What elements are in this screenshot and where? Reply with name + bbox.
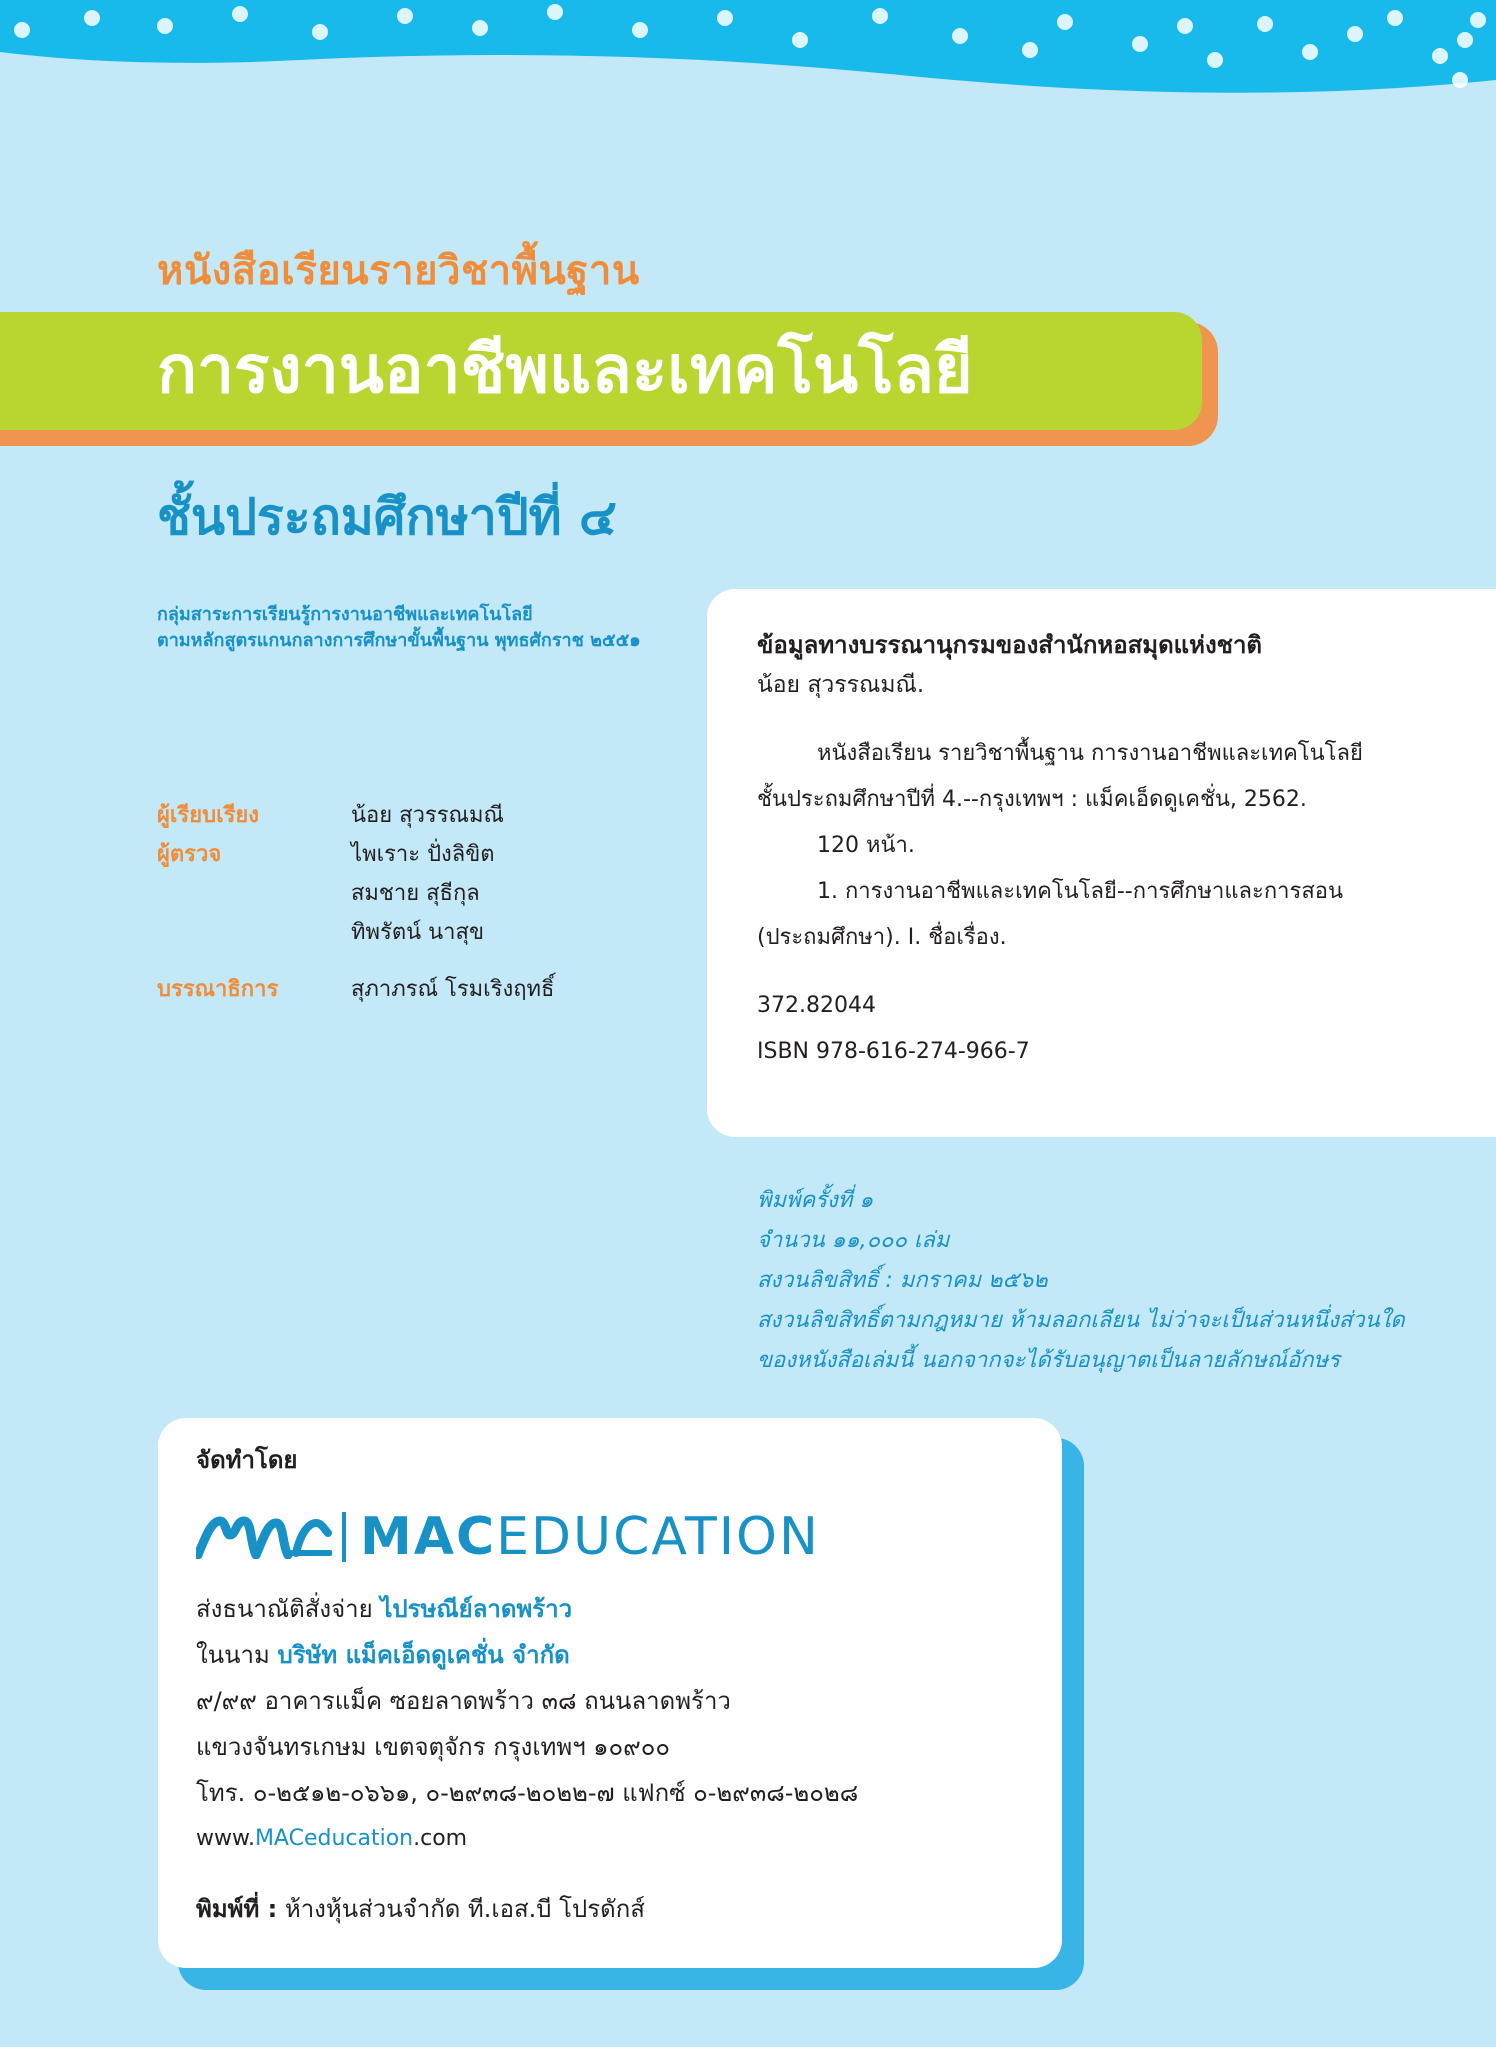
cip-line: (ประถมศึกษา). I. ชื่อเรื่อง. [757, 925, 1007, 950]
website-prefix: www. [196, 1826, 255, 1851]
address-line: ๙/๙๙ อาคารแม็ค ซอยลาดพร้าว ๓๘ ถนนลาดพร้าว [196, 1687, 731, 1715]
company-name: บริษัท แม็คเอ็ดดูเคชั่น จำกัด [277, 1641, 570, 1669]
edition-info [757, 1181, 1405, 1381]
credits-section [157, 796, 554, 1009]
compiler-name: น้อย สุวรรณมณี [351, 803, 504, 828]
made-by-label: จัดทำโดย [196, 1446, 298, 1474]
publisher-panel [158, 1418, 1062, 1968]
logo-wordmark-bold: MAC [360, 1507, 497, 1567]
edition-line: จำนวน ๑๑,๐๐๐ เล่ม [757, 1228, 950, 1253]
payment-line [196, 1586, 1046, 1632]
edition-line: สงวนลิขสิทธิ์ตามกฎหมาย ห้ามลอกเลียน ไม่ว่าจะเป็นส่วนหนึ่งส่วนใด [757, 1308, 1405, 1333]
website-link[interactable] [196, 1816, 1046, 1862]
reviewer-name: ทิพรัตน์ นาสุข [351, 920, 484, 945]
company-prefix: ในนาม [196, 1641, 270, 1669]
reviewer-name: ไพเราะ ปั่งลิขิต [351, 842, 495, 867]
edition-line: พิมพ์ครั้งที่ ๑ [757, 1188, 874, 1213]
cip-classification: 372.82044 [757, 993, 876, 1018]
cip-line: หนังสือเรียน รายวิชาพื้นฐาน การงานอาชีพและเทคโนโลยี [817, 741, 1363, 766]
cip-line: ชั้นประถมศึกษาปีที่ 4.--กรุงเทพฯ : แม็คเอ็ดดูเคชั่น, 2562. [757, 787, 1307, 812]
website-suffix: .com [413, 1826, 468, 1851]
mac-logo-mark-icon [196, 1515, 332, 1559]
edition-line: สงวนลิขสิทธิ์ : มกราคม ๒๕๖๒ [757, 1268, 1048, 1293]
cip-panel [707, 589, 1496, 1137]
subject-line: หนังสือเรียนรายวิชาพื้นฐาน [157, 248, 640, 294]
cip-line: 1. การงานอาชีพและเทคโนโลยี--การศึกษาและการสอน [817, 879, 1344, 904]
reviewer-label: ผู้ตรวจ [157, 842, 222, 867]
cip-pages: 120 หน้า. [817, 833, 915, 858]
top-wave-decoration [0, 0, 1496, 110]
compiler-label: ผู้เรียบเรียง [157, 803, 260, 828]
grade-title: ชั้นประถมศึกษาปีที่ ๔ [157, 488, 617, 546]
mac-education-logo [196, 1502, 1046, 1572]
phone-line: โทร. ๐-๒๕๑๒-๐๖๖๑, ๐-๒๙๓๘-๒๐๒๒-๗ แฟกซ์ ๐-๒๙๓๘-๒๐๒๘ [196, 1779, 859, 1807]
printer-line [196, 1886, 1046, 1932]
reviewer-name: สมชาย สุธีกุล [351, 881, 480, 906]
editor-label: บรรณาธิการ [157, 977, 279, 1002]
printer-label: พิมพ์ที่ : [196, 1895, 278, 1923]
payment-prefix: ส่งธนาณัติสั่งจ่าย [196, 1595, 373, 1623]
cip-heading: ข้อมูลทางบรรณานุกรมของสำนักหอสมุดแห่งชาติ [757, 631, 1263, 659]
logo-divider [342, 1512, 346, 1562]
address-line: แขวงจันทรเกษม เขตจตุจักร กรุงเทพฯ ๑๐๙๐๐ [196, 1733, 671, 1761]
logo-wordmark [360, 1507, 820, 1567]
logo-wordmark-light: EDUCATION [496, 1507, 820, 1567]
main-title: การงานอาชีพและเทคโนโลยี [157, 331, 973, 408]
cip-author: น้อย สุวรรณมณี. [757, 672, 925, 698]
learning-group-line: กลุ่มสาระการเรียนรู้การงานอาชีพและเทคโนโลยี [157, 604, 533, 625]
learning-group [157, 602, 641, 654]
learning-group-line: ตามหลักสูตรแกนกลางการศึกษาขั้นพื้นฐาน พุทธศักราช ๒๕๕๑ [157, 630, 641, 651]
website-brand: MACeducation [254, 1826, 414, 1851]
edition-line: ของหนังสือเล่มนี้ นอกจากจะได้รับอนุญาตเป็นลายลักษณ์อักษร [757, 1348, 1340, 1373]
editor-name: สุภาภรณ์ โรมเริงฤทธิ์ [351, 977, 555, 1002]
cip-isbn: ISBN 978-616-274-966-7 [757, 1039, 1030, 1064]
printer-name: ห้างหุ้นส่วนจำกัด ที.เอส.บี โปรดักส์ [284, 1895, 645, 1923]
payment-office: ไปรษณีย์ลาดพร้าว [380, 1595, 573, 1623]
company-line [196, 1632, 1046, 1678]
